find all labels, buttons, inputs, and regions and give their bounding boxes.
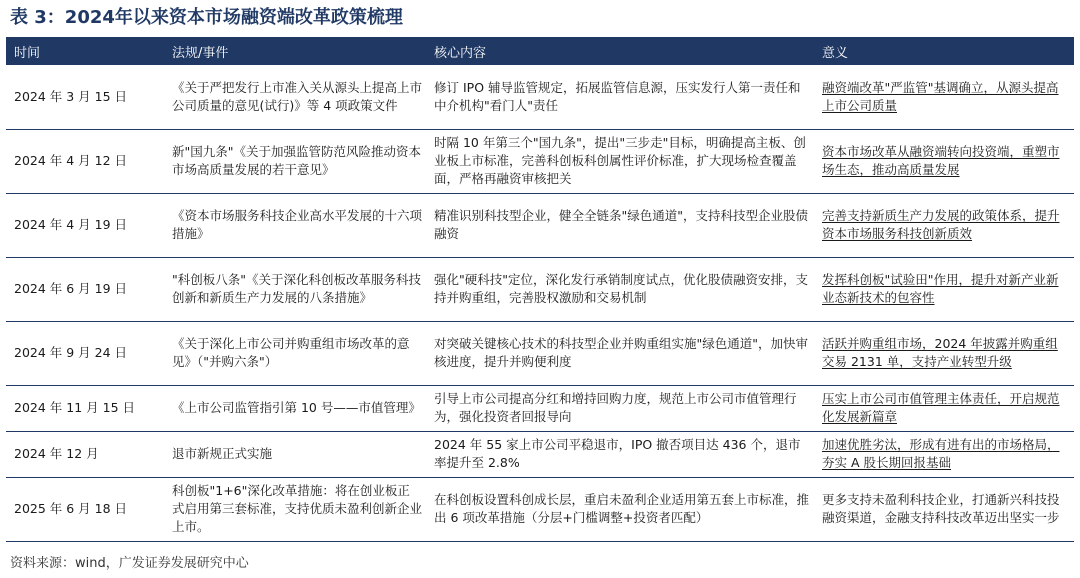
row-meaning: 融资端改革"严监管"基调确立，从源头提高上市公司质量: [814, 65, 1074, 129]
row-policy: 科创板"1+6"深化改革措施：将在创业板正式启用第三套标准，支持优质未盈利创新企业上市。: [164, 477, 426, 541]
row-content: 对突破关键核心技术的科技型企业并购重组实施"绿色通道"，加快审核进度，提升并购便利度: [426, 321, 814, 385]
row-date: 2024 年 11 月 15 日: [6, 385, 164, 431]
table-row: [6, 65, 1074, 129]
row-policy: 《上市公司监管指引第 10 号——市值管理》: [164, 385, 426, 431]
row-content: 引导上市公司提高分红和增持回购力度，规范上市公司市值管理行为，强化投资者回报导向: [426, 385, 814, 431]
row-content: 时隔 10 年第三个"国九条"，提出"三步走"目标，明确提高主板、创业板上市标准，完善科创板科创属性评价标准，扩大现场检查覆盖面，严格再融资审核把关: [426, 129, 814, 193]
table-row: [6, 431, 1074, 477]
row-date: 2025 年 6 月 18 日: [6, 477, 164, 541]
table-header-row: [6, 37, 1074, 65]
row-policy: 《关于深化上市公司并购重组市场改革的意见》（"并购六条"）: [164, 321, 426, 385]
table-row: [6, 477, 1074, 541]
table-row: [6, 129, 1074, 193]
row-policy: 《关于严把发行上市准入关从源头上提高上市公司质量的意见(试行)》等 4 项政策文件: [164, 65, 426, 129]
row-date: 2024 年 4 月 12 日: [6, 129, 164, 193]
row-content: 修订 IPO 辅导监管规定，拓展监管信息源，压实发行人第一责任和中介机构"看门人"责任: [426, 65, 814, 129]
row-date: 2024 年 4 月 19 日: [6, 193, 164, 257]
row-policy: 退市新规正式实施: [164, 431, 426, 477]
row-meaning: 更多支持未盈利科技企业，打通新兴科技投融资渠道，金融支持科技改革迈出坚实一步: [814, 477, 1074, 541]
table-row: [6, 385, 1074, 431]
row-date: 2024 年 9 月 24 日: [6, 321, 164, 385]
row-content: 强化"硬科技"定位，深化发行承销制度试点，优化股债融资安排，支持并购重组，完善股权激励和交易机制: [426, 257, 814, 321]
row-meaning: 完善支持新质生产力发展的政策体系，提升资本市场服务科技创新质效: [814, 193, 1074, 257]
row-policy: "科创板八条"《关于深化科创板改革服务科技创新和新质生产力发展的八条措施》: [164, 257, 426, 321]
policy-table: [6, 37, 1074, 542]
header-content: 核心内容: [426, 37, 814, 65]
source-note: 资料来源：wind，广发证券发展研究中心: [10, 556, 249, 571]
row-meaning: 加速优胜劣汰，形成有进有出的市场格局，夯实 A 股长期回报基础: [814, 431, 1074, 477]
row-date: 2024 年 3 月 15 日: [6, 65, 164, 129]
row-date: 2024 年 12 月: [6, 431, 164, 477]
table-title: 表 3：2024年以来资本市场融资端改革政策梳理: [10, 7, 403, 28]
table-row: [6, 193, 1074, 257]
table-row: [6, 257, 1074, 321]
row-content: 2024 年 55 家上市公司平稳退市，IPO 撤否项目达 436 个，退市率提升至 2.8%: [426, 431, 814, 477]
row-meaning: 压实上市公司市值管理主体责任，开启规范化发展新篇章: [814, 385, 1074, 431]
table-row: [6, 321, 1074, 385]
row-content: 在科创板设置科创成长层，重启未盈利企业适用第五套上市标准，推出 6 项改革措施（分层+门槛调整+投资者匹配）: [426, 477, 814, 541]
row-policy: 新"国九条"《关于加强监管防范风险推动资本市场高质量发展的若干意见》: [164, 129, 426, 193]
row-meaning: 资本市场改革从融资端转向投资端，重塑市场生态，推动高质量发展: [814, 129, 1074, 193]
row-meaning: 发挥科创板"试验田"作用，提升对新产业新业态新技术的包容性: [814, 257, 1074, 321]
row-meaning: 活跃并购重组市场，2024 年披露并购重组交易 2131 单，支持产业转型升级: [814, 321, 1074, 385]
header-time: 时间: [6, 37, 164, 65]
header-policy: 法规/事件: [164, 37, 426, 65]
header-meaning: 意义: [814, 37, 1074, 65]
row-policy: 《资本市场服务科技企业高水平发展的十六项措施》: [164, 193, 426, 257]
row-date: 2024 年 6 月 19 日: [6, 257, 164, 321]
row-content: 精准识别科技型企业，健全全链条"绿色通道"，支持科技型企业股债融资: [426, 193, 814, 257]
